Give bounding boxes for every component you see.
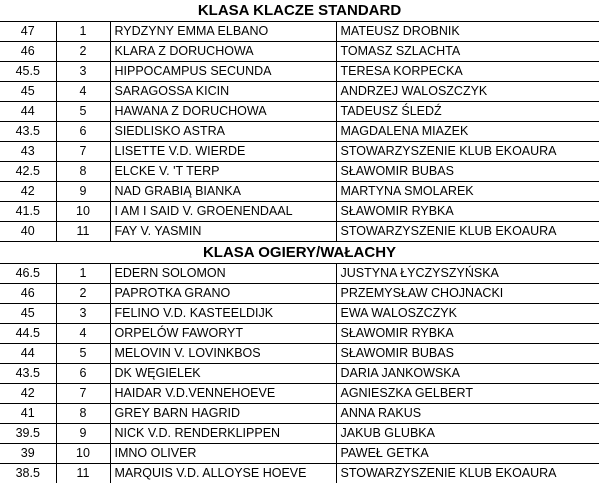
- number-cell: 9: [56, 424, 110, 444]
- owner-name-cell: JAKUB GLUBKA: [336, 424, 599, 444]
- horse-name-cell: RYDZYNY EMMA ELBANO: [110, 22, 336, 42]
- owner-name-cell: JUSTYNA ŁYCZYSZYŃSKA: [336, 264, 599, 284]
- table-row: [0, 364, 599, 384]
- score-cell: 46: [0, 284, 56, 304]
- table-row: [0, 102, 599, 122]
- owner-name-cell: PRZEMYSŁAW CHOJNACKI: [336, 284, 599, 304]
- table-row: [0, 142, 599, 162]
- score-cell: 47: [0, 22, 56, 42]
- table-row: [0, 424, 599, 444]
- number-cell: 8: [56, 162, 110, 182]
- score-cell: 45.5: [0, 62, 56, 82]
- owner-name-cell: EWA WALOSZCZYK: [336, 304, 599, 324]
- horse-name-cell: DK WĘGIELEK: [110, 364, 336, 384]
- number-cell: 10: [56, 202, 110, 222]
- table-row: [0, 284, 599, 304]
- number-cell: 9: [56, 182, 110, 202]
- horse-name-cell: KLARA Z DORUCHOWA: [110, 42, 336, 62]
- table-row: [0, 42, 599, 62]
- owner-name-cell: STOWARZYSZENIE KLUB EKOAURA: [336, 142, 599, 162]
- score-cell: 44.5: [0, 324, 56, 344]
- section-header-row: [0, 242, 599, 264]
- score-cell: 41: [0, 404, 56, 424]
- score-cell: 44: [0, 102, 56, 122]
- owner-name-cell: TOMASZ SZLACHTA: [336, 42, 599, 62]
- table-row: [0, 162, 599, 182]
- table-row: [0, 62, 599, 82]
- horse-name-cell: I AM I SAID V. GROENENDAAL: [110, 202, 336, 222]
- table-row: [0, 122, 599, 142]
- score-cell: 42: [0, 182, 56, 202]
- number-cell: 4: [56, 82, 110, 102]
- score-cell: 43.5: [0, 364, 56, 384]
- table-row: [0, 82, 599, 102]
- horse-name-cell: LISETTE V.D. WIERDE: [110, 142, 336, 162]
- number-cell: 5: [56, 344, 110, 364]
- score-cell: 44: [0, 344, 56, 364]
- owner-name-cell: ANDRZEJ WALOSZCZYK: [336, 82, 599, 102]
- number-cell: 11: [56, 222, 110, 242]
- score-cell: 45: [0, 82, 56, 102]
- score-cell: 42: [0, 384, 56, 404]
- score-cell: 42.5: [0, 162, 56, 182]
- table-row: [0, 344, 599, 364]
- score-cell: 38.5: [0, 464, 56, 483]
- table-row: [0, 324, 599, 344]
- owner-name-cell: TERESA KORPECKA: [336, 62, 599, 82]
- horse-name-cell: HAWANA Z DORUCHOWA: [110, 102, 336, 122]
- number-cell: 6: [56, 122, 110, 142]
- section-title: KLASA OGIERY/WAŁACHY: [0, 242, 599, 264]
- table-row: [0, 444, 599, 464]
- horse-name-cell: GREY BARN HAGRID: [110, 404, 336, 424]
- number-cell: 8: [56, 404, 110, 424]
- table-row: [0, 264, 599, 284]
- horse-name-cell: MELOVIN V. LOVINKBOS: [110, 344, 336, 364]
- horse-name-cell: SIEDLISKO ASTRA: [110, 122, 336, 142]
- table-row: [0, 464, 599, 483]
- horse-name-cell: PAPROTKA GRANO: [110, 284, 336, 304]
- number-cell: 7: [56, 142, 110, 162]
- score-cell: 46.5: [0, 264, 56, 284]
- horse-name-cell: MARQUIS V.D. ALLOYSE HOEVE: [110, 464, 336, 483]
- horse-name-cell: SARAGOSSA KICIN: [110, 82, 336, 102]
- number-cell: 1: [56, 264, 110, 284]
- table-row: [0, 202, 599, 222]
- number-cell: 11: [56, 464, 110, 483]
- table-row: [0, 222, 599, 242]
- owner-name-cell: STOWARZYSZENIE KLUB EKOAURA: [336, 464, 599, 483]
- table-row: [0, 384, 599, 404]
- number-cell: 2: [56, 284, 110, 304]
- section-header-row: [0, 0, 599, 22]
- owner-name-cell: AGNIESZKA GELBERT: [336, 384, 599, 404]
- horse-name-cell: EDERN SOLOMON: [110, 264, 336, 284]
- owner-name-cell: SŁAWOMIR RYBKA: [336, 324, 599, 344]
- horse-name-cell: FELINO V.D. KASTEELDIJK: [110, 304, 336, 324]
- section-title: KLASA KLACZE STANDARD: [0, 0, 599, 22]
- number-cell: 7: [56, 384, 110, 404]
- number-cell: 3: [56, 62, 110, 82]
- horse-name-cell: HAIDAR V.D.VENNEHOEVE: [110, 384, 336, 404]
- score-cell: 46: [0, 42, 56, 62]
- number-cell: 10: [56, 444, 110, 464]
- horse-name-cell: ORPELÓW FAWORYT: [110, 324, 336, 344]
- horse-name-cell: IMNO OLIVER: [110, 444, 336, 464]
- score-cell: 41.5: [0, 202, 56, 222]
- table-row: [0, 404, 599, 424]
- number-cell: 6: [56, 364, 110, 384]
- owner-name-cell: STOWARZYSZENIE KLUB EKOAURA: [336, 222, 599, 242]
- owner-name-cell: SŁAWOMIR RYBKA: [336, 202, 599, 222]
- owner-name-cell: SŁAWOMIR BUBAS: [336, 344, 599, 364]
- number-cell: 1: [56, 22, 110, 42]
- horse-name-cell: HIPPOCAMPUS SECUNDA: [110, 62, 336, 82]
- table-row: [0, 22, 599, 42]
- owner-name-cell: MAGDALENA MIAZEK: [336, 122, 599, 142]
- number-cell: 3: [56, 304, 110, 324]
- horse-name-cell: NAD GRABIĄ BIANKA: [110, 182, 336, 202]
- table-row: [0, 182, 599, 202]
- horse-name-cell: NICK V.D. RENDERKLIPPEN: [110, 424, 336, 444]
- score-cell: 43.5: [0, 122, 56, 142]
- number-cell: 2: [56, 42, 110, 62]
- number-cell: 4: [56, 324, 110, 344]
- score-cell: 45: [0, 304, 56, 324]
- owner-name-cell: TADEUSZ ŚLEDŹ: [336, 102, 599, 122]
- horse-name-cell: ELCKE V. 'T TERP: [110, 162, 336, 182]
- score-cell: 43: [0, 142, 56, 162]
- owner-name-cell: ANNA RAKUS: [336, 404, 599, 424]
- score-cell: 39: [0, 444, 56, 464]
- owner-name-cell: SŁAWOMIR BUBAS: [336, 162, 599, 182]
- score-cell: 39.5: [0, 424, 56, 444]
- owner-name-cell: MARTYNA SMOLAREK: [336, 182, 599, 202]
- number-cell: 5: [56, 102, 110, 122]
- owner-name-cell: DARIA JANKOWSKA: [336, 364, 599, 384]
- score-cell: 40: [0, 222, 56, 242]
- horse-name-cell: FAY V. YASMIN: [110, 222, 336, 242]
- owner-name-cell: PAWEŁ GETKA: [336, 444, 599, 464]
- table-row: [0, 304, 599, 324]
- owner-name-cell: MATEUSZ DROBNIK: [336, 22, 599, 42]
